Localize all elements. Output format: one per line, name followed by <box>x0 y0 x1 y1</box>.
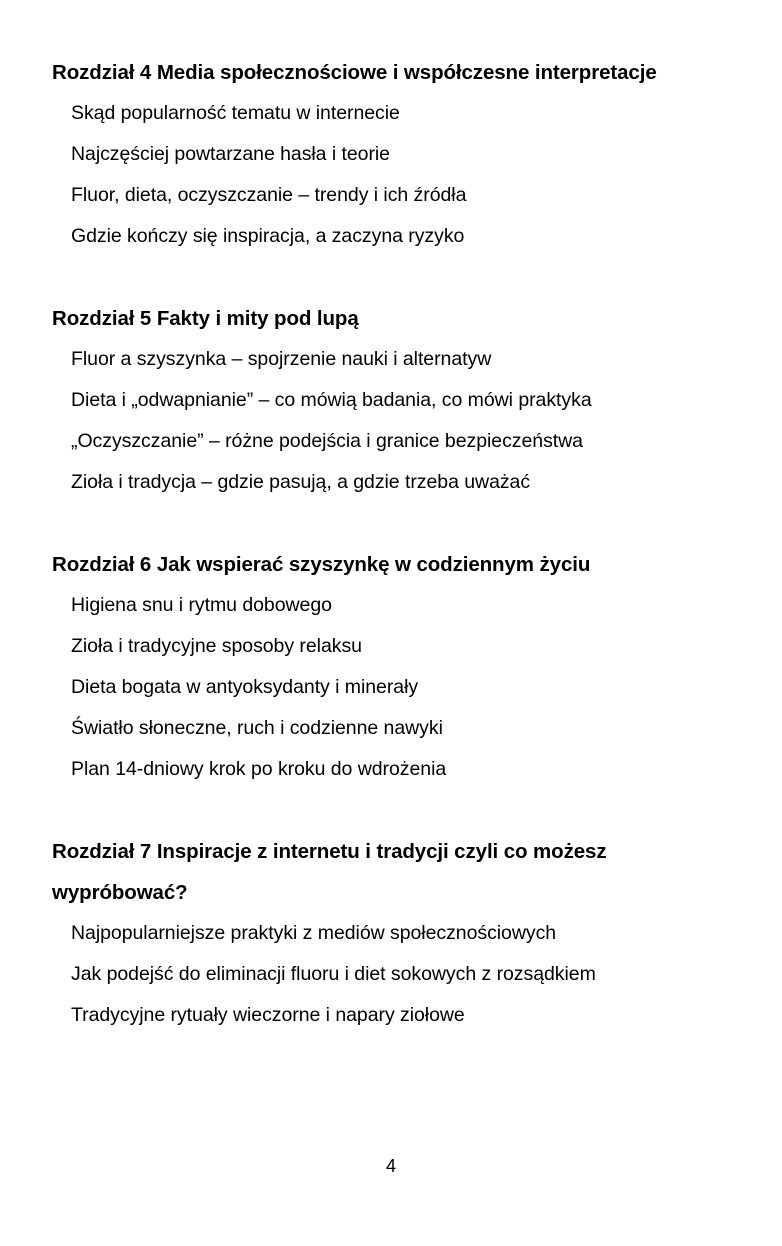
page-number: 4 <box>385 1156 396 1176</box>
chapter-item-list <box>52 339 720 503</box>
chapter-item: Plan 14-dniowy krok po kroku do wdrożenia <box>71 758 447 780</box>
chapter-block <box>52 831 720 1036</box>
table-of-contents <box>52 52 720 1036</box>
chapter-item: Najpopularniejsze praktyki z mediów społecznościowych <box>71 922 557 944</box>
chapter-item: Światło słoneczne, ruch i codzienne nawyki <box>71 717 443 739</box>
chapter-heading: Rozdział 4 Media społecznościowe i współczesne interpretacje <box>52 61 657 84</box>
chapter-item-list <box>52 93 720 257</box>
chapter-item: Najczęściej powtarzane hasła i teorie <box>71 143 390 165</box>
chapter-heading: Rozdział 7 Inspiracje z internetu i tradycji czyli co możesz wypróbować? <box>52 840 607 904</box>
chapter-item: Fluor a szyszynka – spojrzenie nauki i alternatyw <box>71 348 492 370</box>
chapter-item: „Oczyszczanie” – różne podejścia i granice bezpieczeństwa <box>71 430 583 452</box>
chapter-block <box>52 298 720 503</box>
chapter-item: Gdzie kończy się inspiracja, a zaczyna ryzyko <box>71 225 465 247</box>
chapter-item: Higiena snu i rytmu dobowego <box>71 594 332 616</box>
chapter-item: Fluor, dieta, oczyszczanie – trendy i ich źródła <box>71 184 467 206</box>
chapter-block <box>52 52 720 257</box>
chapter-item: Zioła i tradycyjne sposoby relaksu <box>71 635 362 657</box>
chapter-heading: Rozdział 6 Jak wspierać szyszynkę w codziennym życiu <box>52 553 591 576</box>
chapter-item-list <box>52 585 720 790</box>
chapter-block <box>52 544 720 790</box>
chapter-item: Dieta i „odwapnianie” – co mówią badania, co mówi praktyka <box>71 389 592 411</box>
chapter-heading: Rozdział 5 Fakty i mity pod lupą <box>52 307 359 330</box>
chapter-item-list <box>52 913 720 1036</box>
chapter-item: Zioła i tradycja – gdzie pasują, a gdzie trzeba uważać <box>71 471 531 493</box>
chapter-item: Dieta bogata w antyoksydanty i minerały <box>71 676 419 698</box>
chapter-item: Skąd popularność tematu w internecie <box>71 102 400 124</box>
chapter-item: Jak podejść do eliminacji fluoru i diet sokowych z rozsądkiem <box>71 963 596 985</box>
chapter-item: Tradycyjne rytuały wieczorne i napary ziołowe <box>71 1004 465 1026</box>
